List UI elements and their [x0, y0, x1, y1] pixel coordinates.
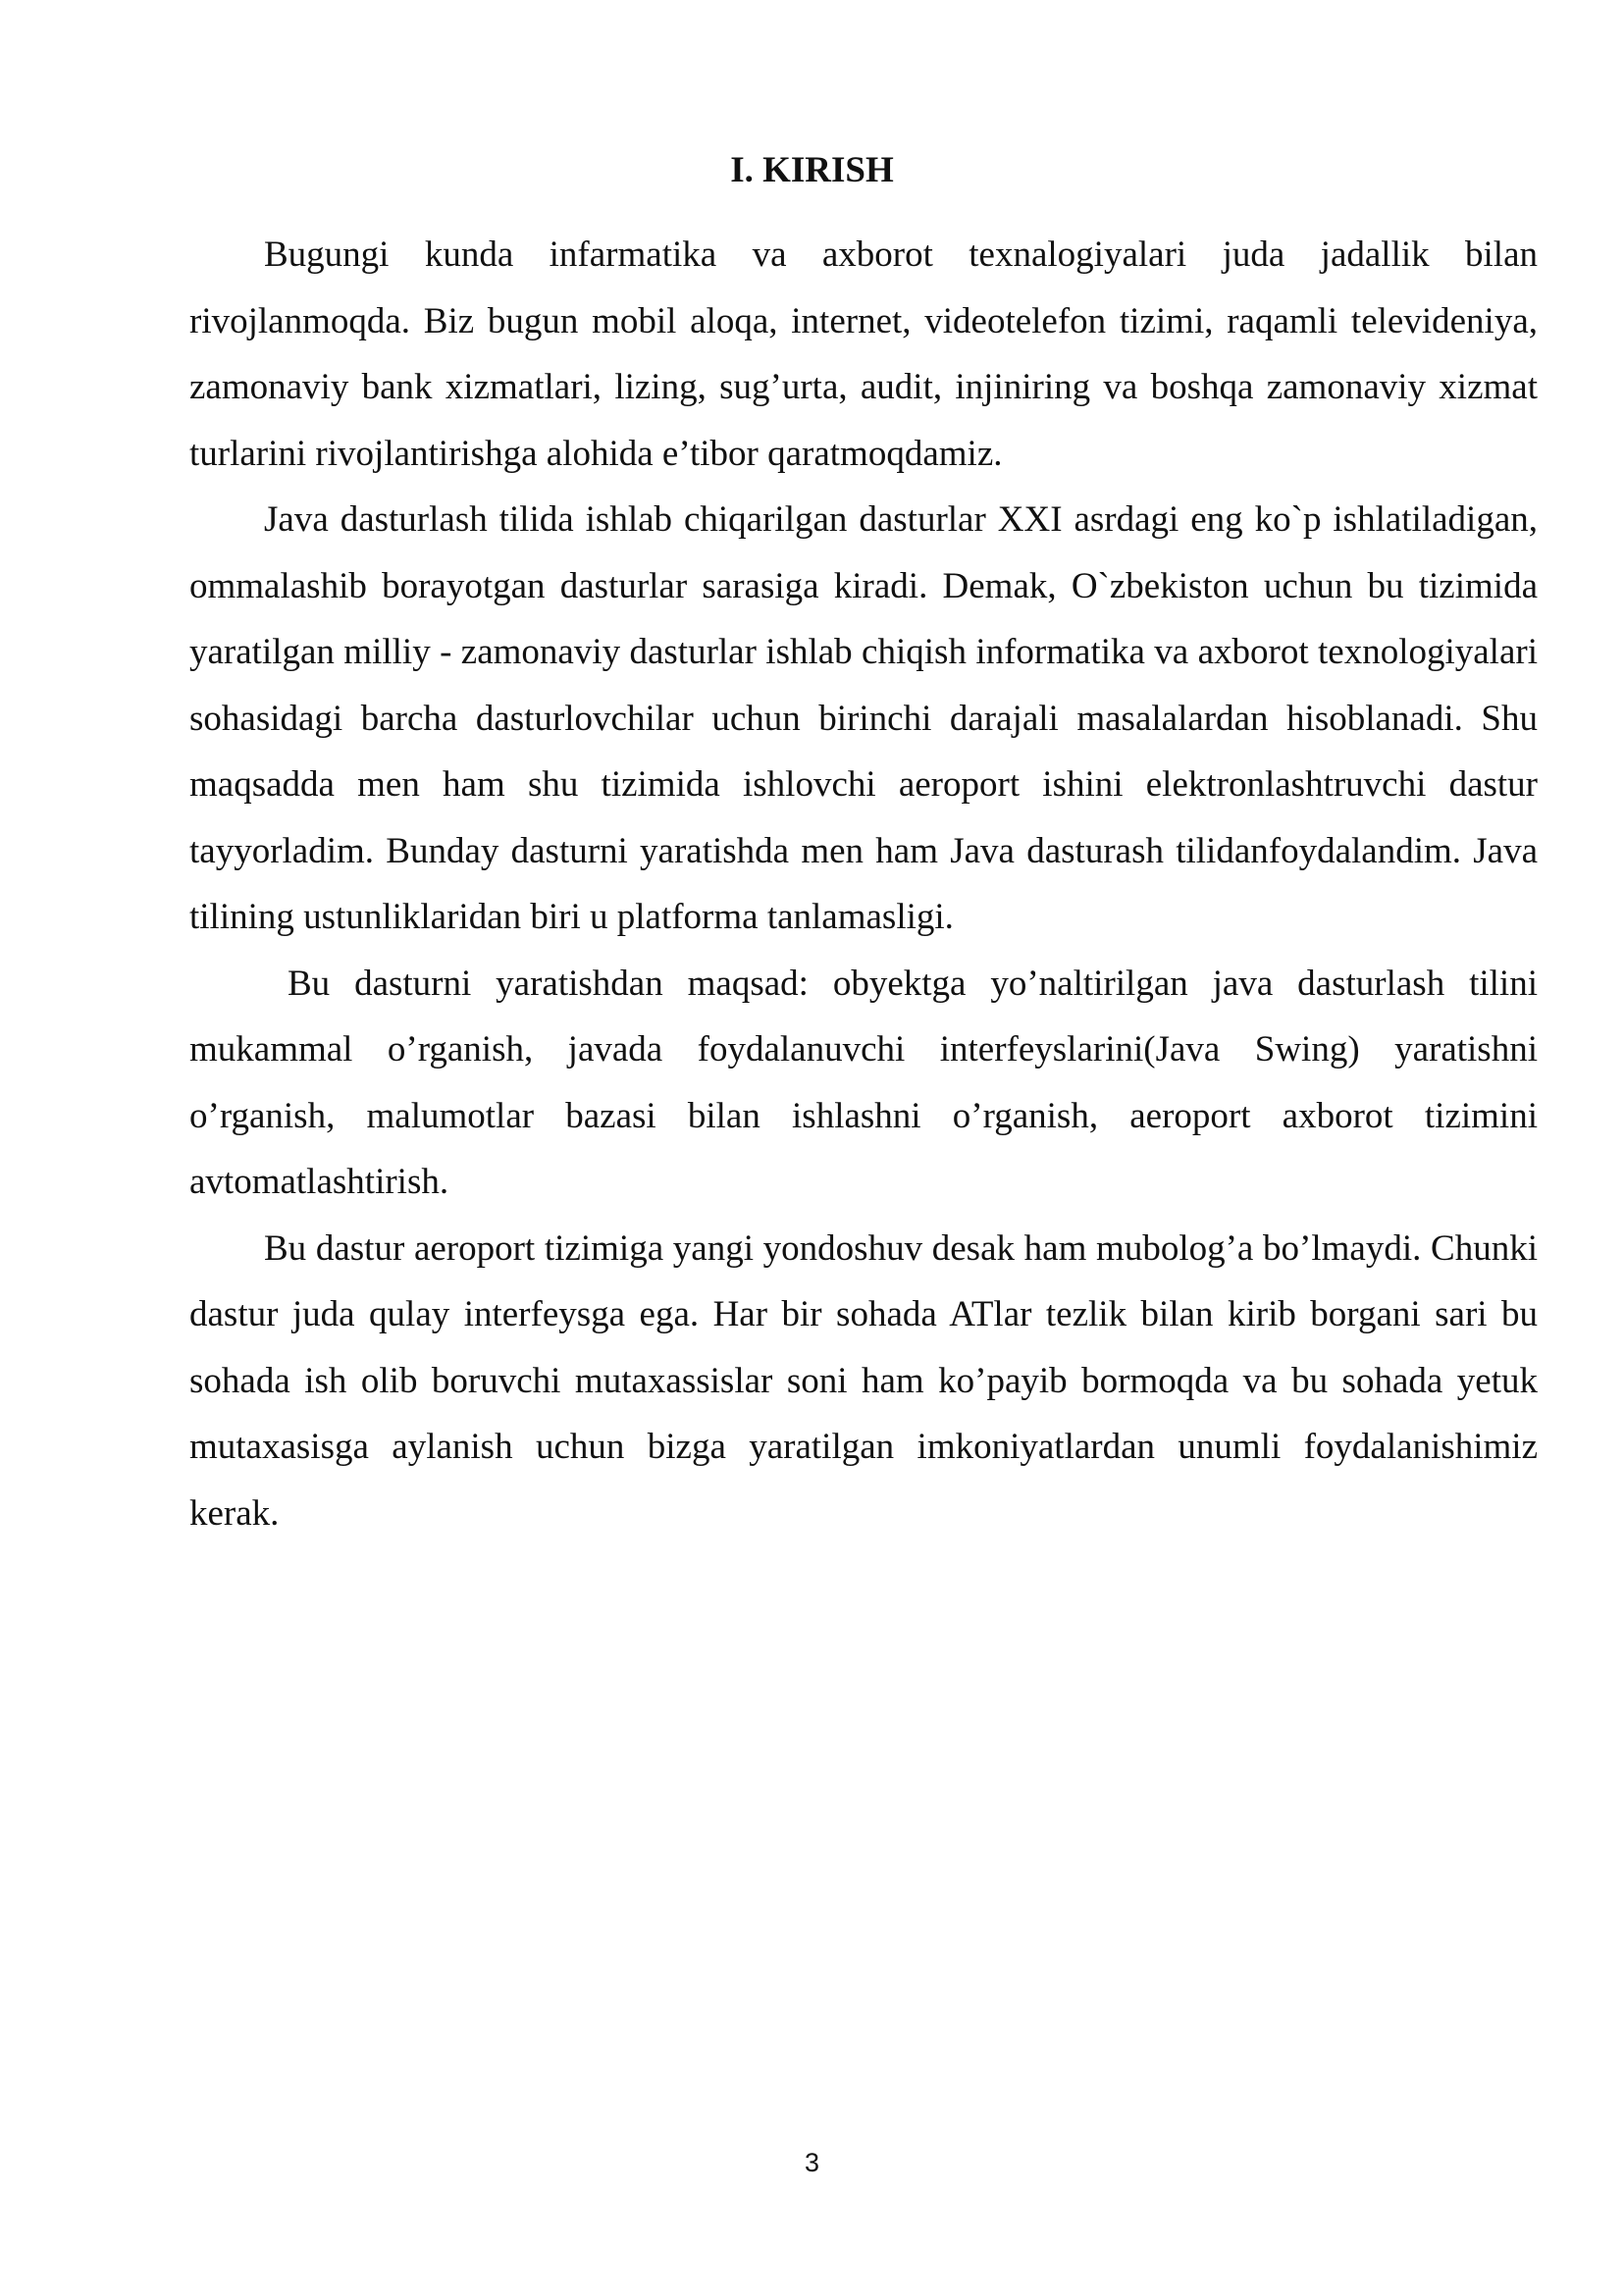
paragraph-1: Bugungi kunda infarmatika va axborot texnalogiyalari juda jadallik bilan rivojlanmoqda. Biz bugun mobil aloqa, internet, videotelefon tizimi, raqamli televideniya, zamonaviy bank xizmatlari, lizing, sug’urta, audit, injiniring va boshqa zamonaviy xizmat turlarini rivojlantirishga alohida e’tibor qaratmoqdamiz.: [189, 235, 1538, 474]
paragraph-3: Bu dasturni yaratishdan maqsad: obyektga yo’naltirilgan java dasturlash tilini mukammal o’rganish, javada foydalanuvchi interfeyslarini(Java Swing) yaratishni o’rganish, malumotlar bazasi bilan ishlashni o’rganish, aeroport axborot tizimini avtomatlashtirish.: [189, 963, 1538, 1202]
paragraph-4: Bu dastur aeroport tizimiga yangi yondoshuv desak ham mubolog’a bo’lmaydi. Chunki dastur juda qulay interfeysga ega. Har bir sohada ATlar tezlik bilan kirib borgani sari bu sohada ish olib boruvchi mutaxassislar soni ham ko’payib bormoqda va bu sohada yetuk mutaxasisga aylanish uchun bizga yaratilgan imkoniyatlardan unumli foydalanishimiz kerak.: [189, 1227, 1538, 1534]
paragraph-2: Java dasturlash tilida ishlab chiqarilgan dasturlar XXI asrdagi eng ko`p ishlatiladigan, ommalashib borayotgan dasturlar sarasiga kiradi. Demak, O`zbekiston uchun bu tizimida yaratilgan milliy - zamonaviy dasturlar ishlab chiqish informatika va axborot texnologiyalari sohasidagi barcha dasturlovchilar uchun birinchi darajali masalalardan hisoblanadi. Shu maqsadda men ham shu tizimida ishlovchi aeroport ishini elektronlashtruvchi dastur tayyorladim. Bunday dasturni yaratishda men ham Java dasturash tilidanfoydalandim. Java tilining ustunliklaridan biri u platforma tanlamasligi.: [189, 499, 1538, 937]
body-text: [189, 222, 1538, 1546]
section-heading: I. KIRISH: [730, 150, 894, 190]
page-number: 3: [804, 2148, 820, 2177]
